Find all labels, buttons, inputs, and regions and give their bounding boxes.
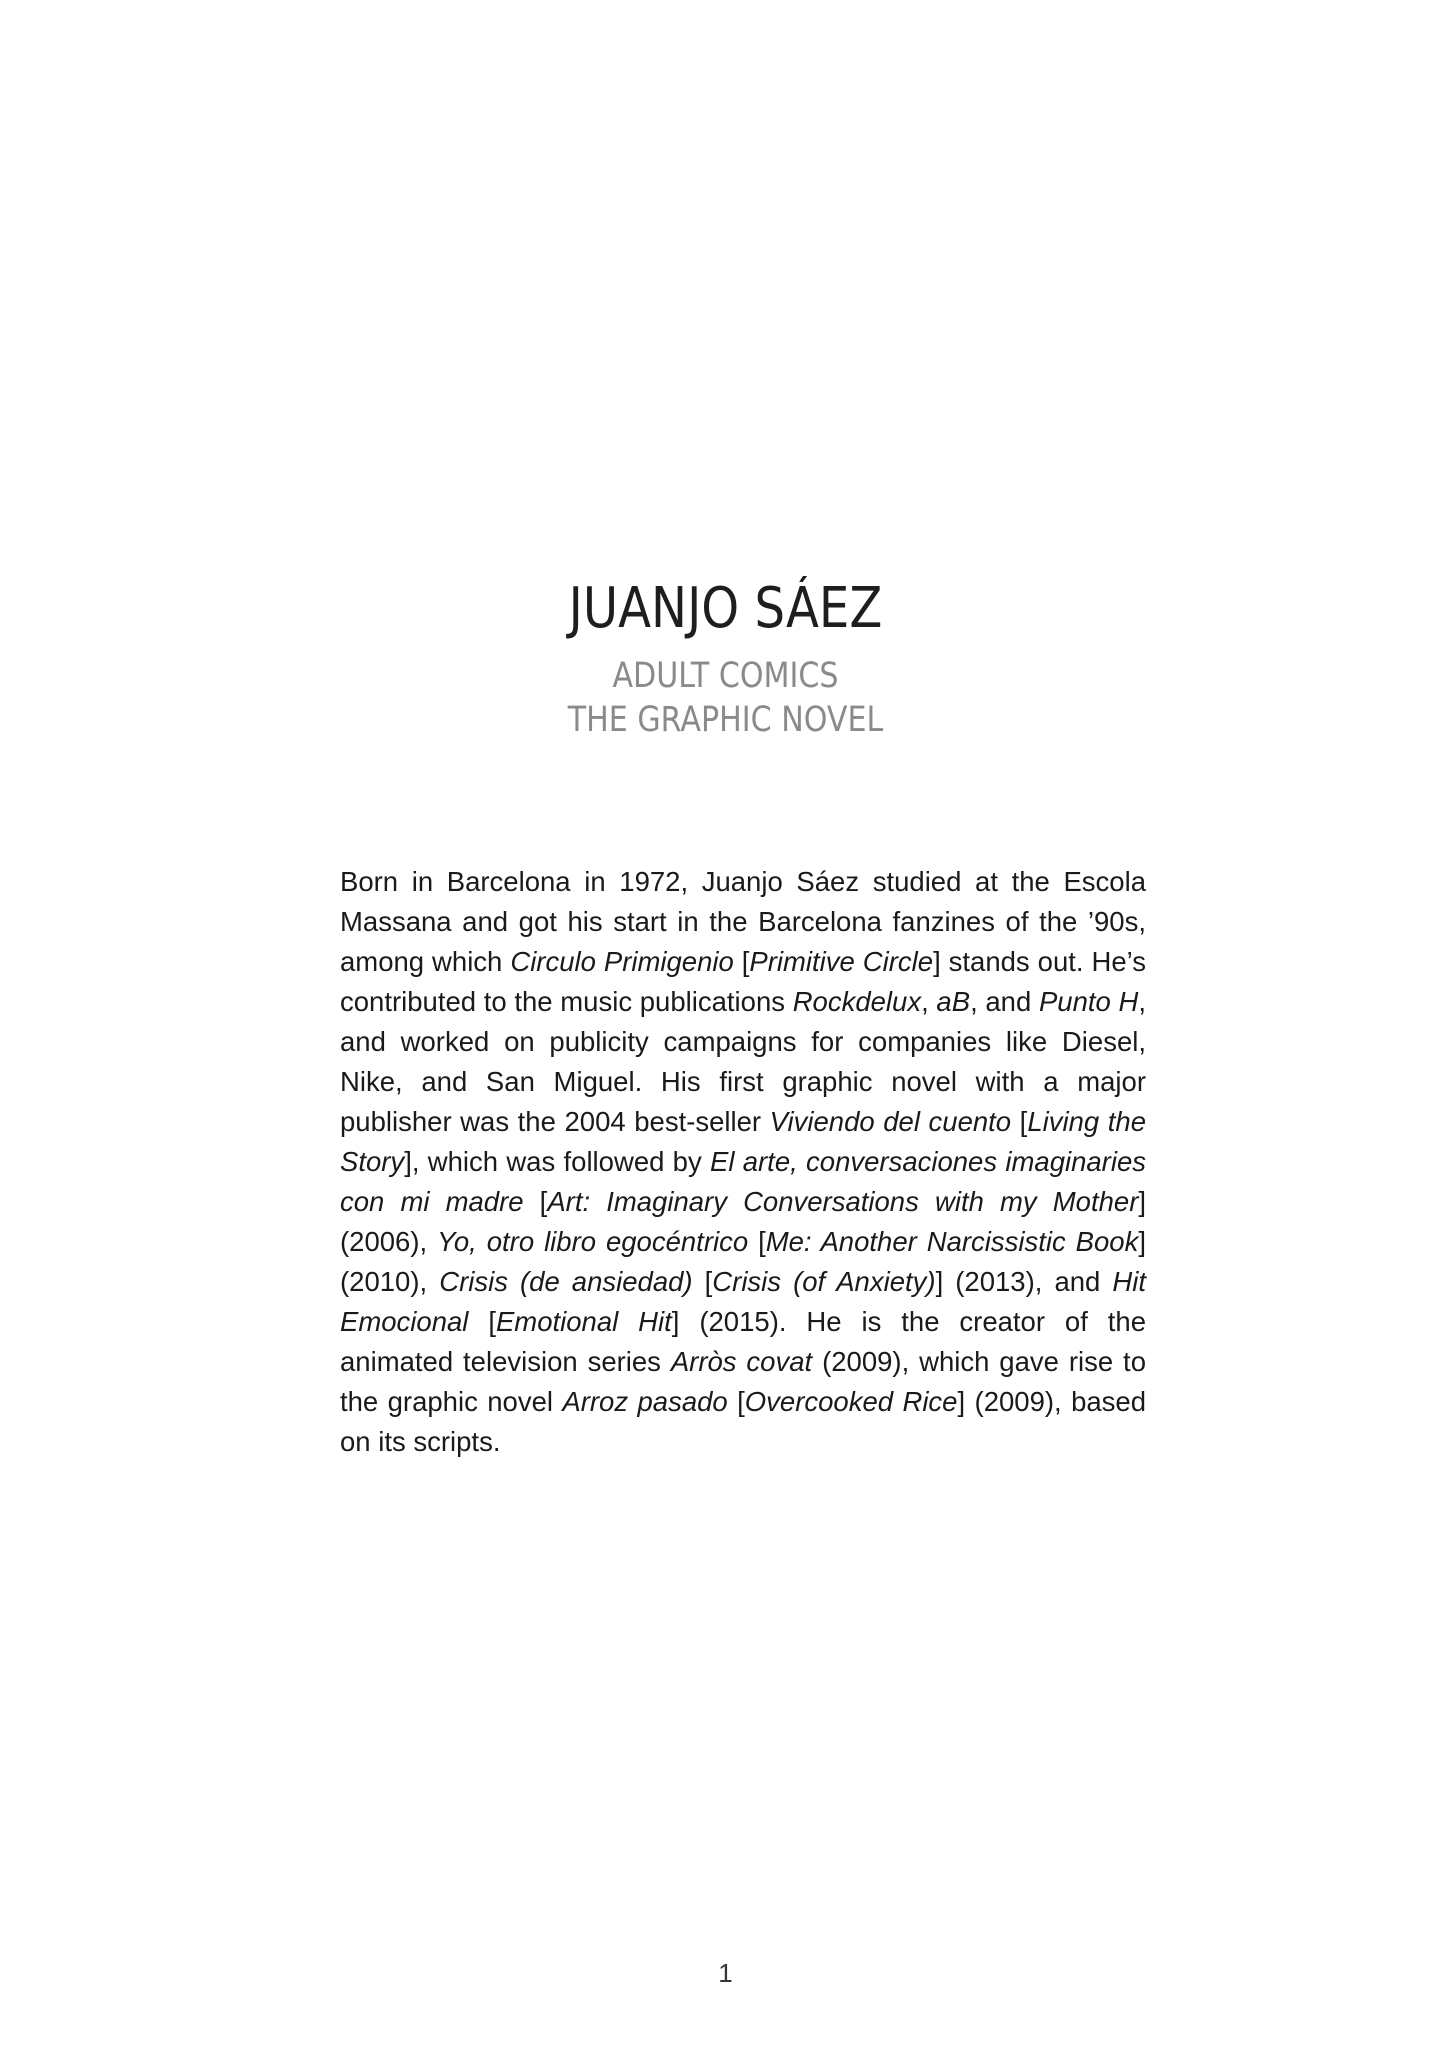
bio-text: Born in Barcelona in 1972, Juanjo Sáez studied at the Escola Massana and got his start in the Barcelona fanzines of the ’90s, among which (340, 866, 1146, 977)
work-title-translation: Living the Story (340, 1106, 1146, 1177)
bio-text: [ (748, 1226, 766, 1257)
series-title: Arròs covat (670, 1346, 813, 1377)
work-title-translation: Art: Imaginary Conversations with my Mother (547, 1186, 1139, 1217)
publication-title: aB (936, 986, 971, 1017)
bio-text: [ (1011, 1106, 1028, 1137)
publication-title: Punto H (1038, 986, 1139, 1017)
bio-text: [ (727, 1386, 745, 1417)
bio-text: ] stands out. He’s contributed to the music publications (340, 946, 1146, 1017)
bio-text: ] (2006), (340, 1186, 1146, 1257)
bio-text: ] (2009), based on its scripts. (340, 1386, 1146, 1457)
bio-text: [ (468, 1306, 496, 1337)
bio-text: , and (970, 986, 1039, 1017)
work-title: Yo, otro libro egocéntrico (437, 1226, 749, 1257)
work-title-translation: Primitive Circle (749, 946, 934, 977)
bio-text: [ (692, 1266, 713, 1297)
author-name: JUANJO SÁEZ (568, 576, 883, 641)
subtitle-genre: THE GRAPHIC NOVEL (567, 700, 884, 740)
bio-text: (2009), which gave rise to the graphic novel (340, 1346, 1146, 1417)
bio-text: ] (2013), and (935, 1266, 1113, 1297)
page-number: 1 (718, 1958, 733, 1988)
work-title-translation: Emotional Hit (495, 1306, 672, 1337)
work-title: El arte, conversaciones imaginaries con mi madre (340, 1146, 1146, 1217)
bio-text: [ (523, 1186, 548, 1217)
bio-text: ] (2015). He is the creator of the animated television series (340, 1306, 1147, 1377)
work-title-translation: Overcooked Rice (744, 1386, 958, 1417)
bio-text: ] (2010), (340, 1226, 1146, 1297)
work-title-translation: Crisis (of Anxiety) (712, 1266, 936, 1297)
subtitle-category: ADULT COMICS (612, 656, 839, 696)
bio-text: [ (733, 946, 750, 977)
bio-text: , (921, 986, 937, 1017)
work-title: Hit Emocional (340, 1266, 1147, 1337)
work-title: Crisis (de ansiedad) (439, 1266, 693, 1297)
work-title-translation: Me: Another Narcissistic Book (765, 1226, 1139, 1257)
work-title: Viviendo del cuento (769, 1106, 1012, 1137)
bio-text: ], which was followed by (404, 1146, 710, 1177)
publication-title: Rockdelux (792, 986, 922, 1017)
author-header (0, 574, 1451, 742)
bio-text: , and worked on publicity campaigns for companies like Diesel, Nike, and San Miguel. His first graphic novel with a major publisher was the 2004 best-seller (340, 986, 1146, 1137)
work-title: Arroz pasado (562, 1386, 728, 1417)
author-biography (340, 862, 1146, 1462)
work-title: Circulo Primigenio (510, 946, 734, 977)
